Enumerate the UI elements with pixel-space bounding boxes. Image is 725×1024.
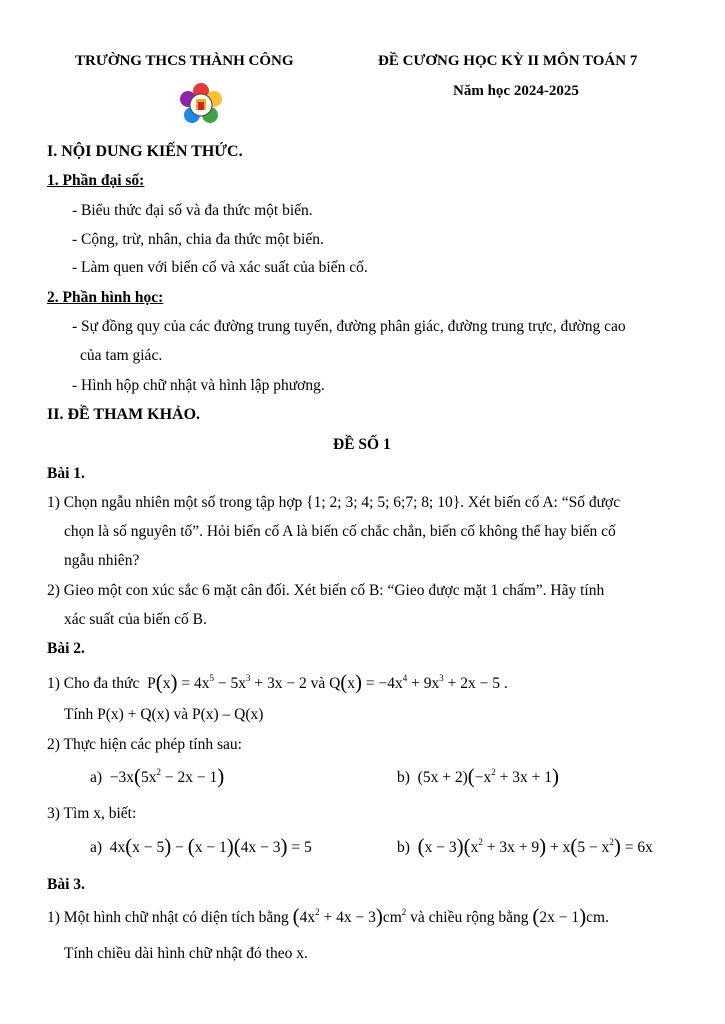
label-a: a) (90, 839, 103, 856)
bai-2-q1-and: và (310, 675, 326, 692)
school-name: TRƯỜNG THCS THÀNH CÔNG (75, 53, 294, 69)
bai-2-question-1 (47, 670, 508, 694)
bai-2-q1-task: Tính P(x) + Q(x) và P(x) – Q(x) (64, 706, 264, 723)
school-logo-icon (178, 82, 224, 128)
bai-2-heading: Bài 2. (47, 640, 85, 657)
bai-2-question-2: 2) Thực hiện các phép tính sau: (47, 736, 242, 753)
part-1-item: - Làm quen với biến cố và xác suất của biến cố. (72, 259, 368, 276)
bai-1-question-2: 2) Gieo một con xúc sắc 6 mặt cân đối. Xét biến cố B: “Gieo được mặt 1 chấm”. Hãy tính (47, 582, 605, 599)
section-1-heading: I. NỘI DUNG KIẾN THỨC. (47, 143, 243, 160)
bai-2-question-3: 3) Tìm x, biết: (47, 805, 137, 822)
bai-3-question-1: 1) Một hình chữ nhật có diện tích bằng $(4x^2 + 4x - 3)cm^2$ và chiều rộng bằng (2x − 1)cm. (47, 904, 609, 928)
label-a: a) (90, 769, 103, 786)
bai-2-q3-b: b) $(x - 3)(x^2 + 3x + 9) + x(5 - x^2) = 6x$ (397, 834, 653, 858)
part-2-item-continued: của tam giác. (80, 347, 163, 364)
label-b: b) (397, 769, 410, 786)
part-1-item: - Biểu thức đại số và đa thức một biến. (72, 202, 313, 219)
polynomial-p: $P(x) = 4x^5 - 5x^3 + 3x - 2$ (143, 670, 307, 694)
part-1-heading: 1. Phần đại số: (47, 172, 145, 189)
bai-3-q1-mid: và chiều rộng bằng (410, 909, 529, 926)
part-2-item: - Sự đồng quy của các đường trung tuyến, đường phân giác, đường trung trực, đường cao (72, 318, 626, 335)
bai-2-q1-prefix: 1) Cho đa thức (47, 675, 140, 692)
document-title: ĐỀ CƯƠNG HỌC KỲ II MÔN TOÁN 7 (378, 53, 638, 69)
bai-1-question-2-cont: xác suất của biến cố B. (64, 611, 207, 628)
label-b: b) (397, 839, 410, 856)
bai-1-heading: Bài 1. (47, 465, 85, 482)
exam-title: ĐỀ SỐ 1 (333, 436, 391, 453)
bai-3-q1-unit: cm. (586, 909, 609, 926)
bai-3-q1-prefix: 1) Một hình chữ nhật có diện tích bằng (47, 909, 289, 926)
school-year: Năm học 2024-2025 (453, 83, 579, 99)
section-2-heading: II. ĐỀ THAM KHẢO. (47, 406, 201, 423)
bai-2-q3-a: a) 4x(x − 5) − (x − 1)(4x − 3) = 5 (90, 834, 312, 858)
bai-1-question-1-cont: chọn là số nguyên tố”. Hỏi biến cố A là biến cố chắc chắn, biến cố không thể hay biến cố (64, 523, 616, 540)
bai-3-heading: Bài 3. (47, 876, 85, 893)
bai-1-question-1-cont: ngẫu nhiên? (64, 552, 140, 569)
bai-2-q2-b: b) $(5x + 2)(-x^2 + 3x + 1)$ (397, 764, 559, 788)
bai-3-question-1-cont: Tính chiều dài hình chữ nhật đó theo x. (64, 945, 308, 962)
part-1-item: - Cộng, trừ, nhân, chia đa thức một biến. (72, 231, 324, 248)
polynomial-q: $Q(x) = -4x^4 + 9x^3 + 2x - 5$ . (329, 670, 508, 694)
bai-1-question-1: 1) Chọn ngẫu nhiên một số trong tập hợp {1; 2; 3; 4; 5; 6;7; 8; 10}. Xét biến cố A: “Số được (47, 494, 621, 511)
part-2-heading: 2. Phần hình học: (47, 289, 164, 306)
bai-2-q2-a: $a) -3x(5x^2 - 2x - 1)$ (90, 764, 225, 788)
part-2-item: - Hình hộp chữ nhật và hình lập phương. (72, 377, 325, 394)
